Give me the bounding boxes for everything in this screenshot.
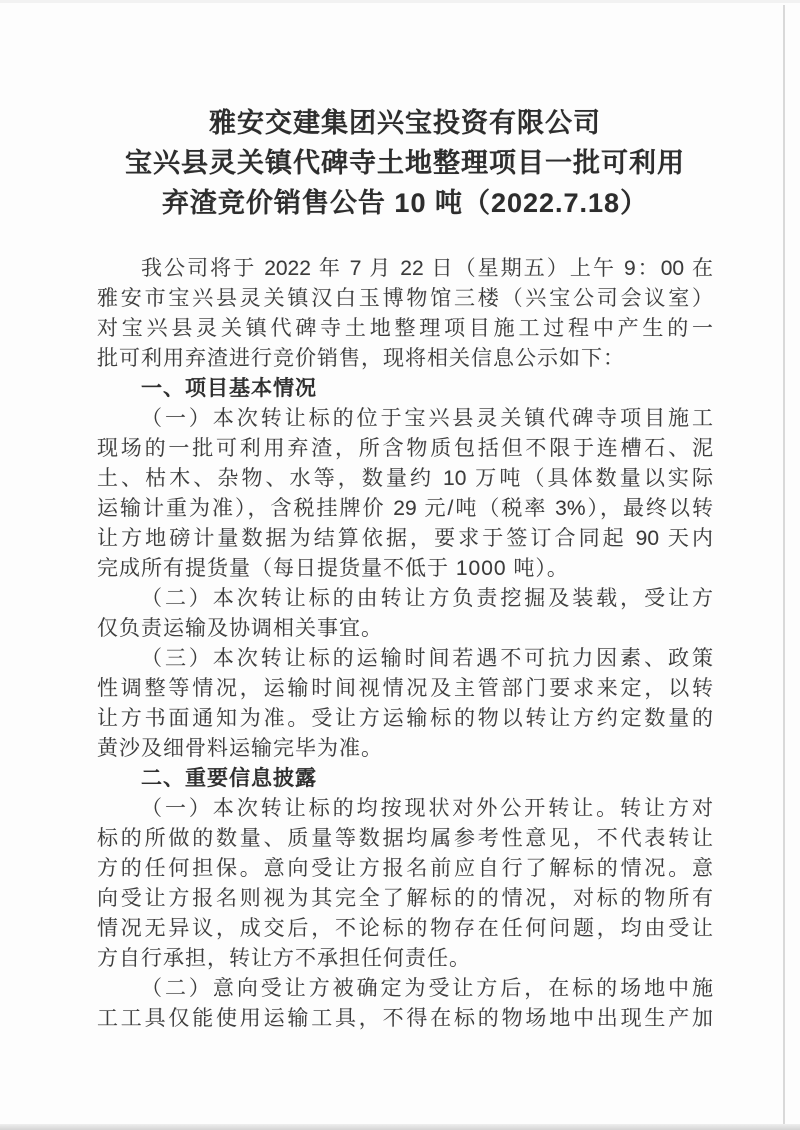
text-line: 雅安市宝兴县灵关镇汉白玉博物馆三楼（兴宝公司会议室） bbox=[97, 287, 713, 310]
page-edge-shadow-bottom bbox=[0, 1124, 800, 1130]
text-line: 批可利用弃渣进行竞价销售，现将相关信息公示如下： bbox=[97, 347, 625, 370]
text-line: 工工具仅能使用运输工具，不得在标的物场地中出现生产加 bbox=[97, 1007, 713, 1030]
text-line: 让方书面通知为准。受让方运输标的物以转让方约定数量的 bbox=[97, 707, 713, 730]
text-line: （三）本次转让标的运输时间若遇不可抗力因素、政策 bbox=[141, 647, 713, 670]
text-line: 方的任何担保。意向受让方报名前应自行了解标的情况。意 bbox=[97, 857, 713, 880]
text-line: 向受让方报名则视为其完全了解标的的情况，对标的物所有 bbox=[97, 887, 713, 910]
section-heading-line: 二、重要信息披露 bbox=[141, 767, 317, 790]
title-line-3: 弃渣竞价销售公告 10 吨（2022.7.18） bbox=[161, 188, 649, 218]
page-edge-top bbox=[0, 0, 800, 3]
text-line: （二）本次转让标的由转让方负责挖掘及装载，受让方 bbox=[141, 587, 713, 610]
text-line: 方自行承担，转让方不承担任何责任。 bbox=[97, 947, 471, 970]
text-line: 土、枯木、杂物、水等，数量约 10 万吨（具体数量以实际 bbox=[97, 467, 713, 490]
text-line: 情况无异议，成交后，不论标的物存在任何问题，均由受让 bbox=[97, 917, 713, 940]
text-line: 我公司将于 2022 年 7 月 22 日（星期五）上午 9：00 在 bbox=[141, 257, 713, 280]
title-line-2: 宝兴县灵关镇代碑寺土地整理项目一批可利用 bbox=[125, 148, 685, 178]
document-body bbox=[97, 254, 713, 1034]
document-title bbox=[97, 103, 713, 223]
text-line: 仅负责运输及协调相关事宜。 bbox=[97, 617, 383, 640]
text-line: 黄沙及细骨料运输完毕为准。 bbox=[97, 737, 383, 760]
page-edge-shadow-right bbox=[783, 5, 785, 1125]
text-line: 让方地磅计量数据为结算依据，要求于签订合同起 90 天内 bbox=[97, 527, 713, 550]
text-line: （一）本次转让标的均按现状对外公开转让。转让方对 bbox=[141, 797, 713, 820]
section-heading-line: 一、项目基本情况 bbox=[141, 377, 317, 400]
text-line: （二）意向受让方被确定为受让方后，在标的场地中施 bbox=[141, 977, 713, 1000]
title-line-1: 雅安交建集团兴宝投资有限公司 bbox=[209, 108, 601, 138]
text-line: 完成所有提货量（每日提货量不低于 1000 吨）。 bbox=[97, 557, 569, 580]
text-line: 性调整等情况，运输时间视情况及主管部门要求来定，以转 bbox=[97, 677, 713, 700]
text-line: 运输计重为准），含税挂牌价 29 元/吨（税率 3%），最终以转 bbox=[97, 497, 713, 520]
text-line: 对宝兴县灵关镇代碑寺土地整理项目施工过程中产生的一 bbox=[97, 317, 713, 340]
text-line: （一）本次转让标的位于宝兴县灵关镇代碑寺项目施工 bbox=[141, 407, 713, 430]
text-line: 标的所做的数量、质量等数据均属参考性意见，不代表转让 bbox=[97, 827, 713, 850]
text-line: 现场的一批可利用弃渣，所含物质包括但不限于连槽石、泥 bbox=[97, 437, 713, 460]
